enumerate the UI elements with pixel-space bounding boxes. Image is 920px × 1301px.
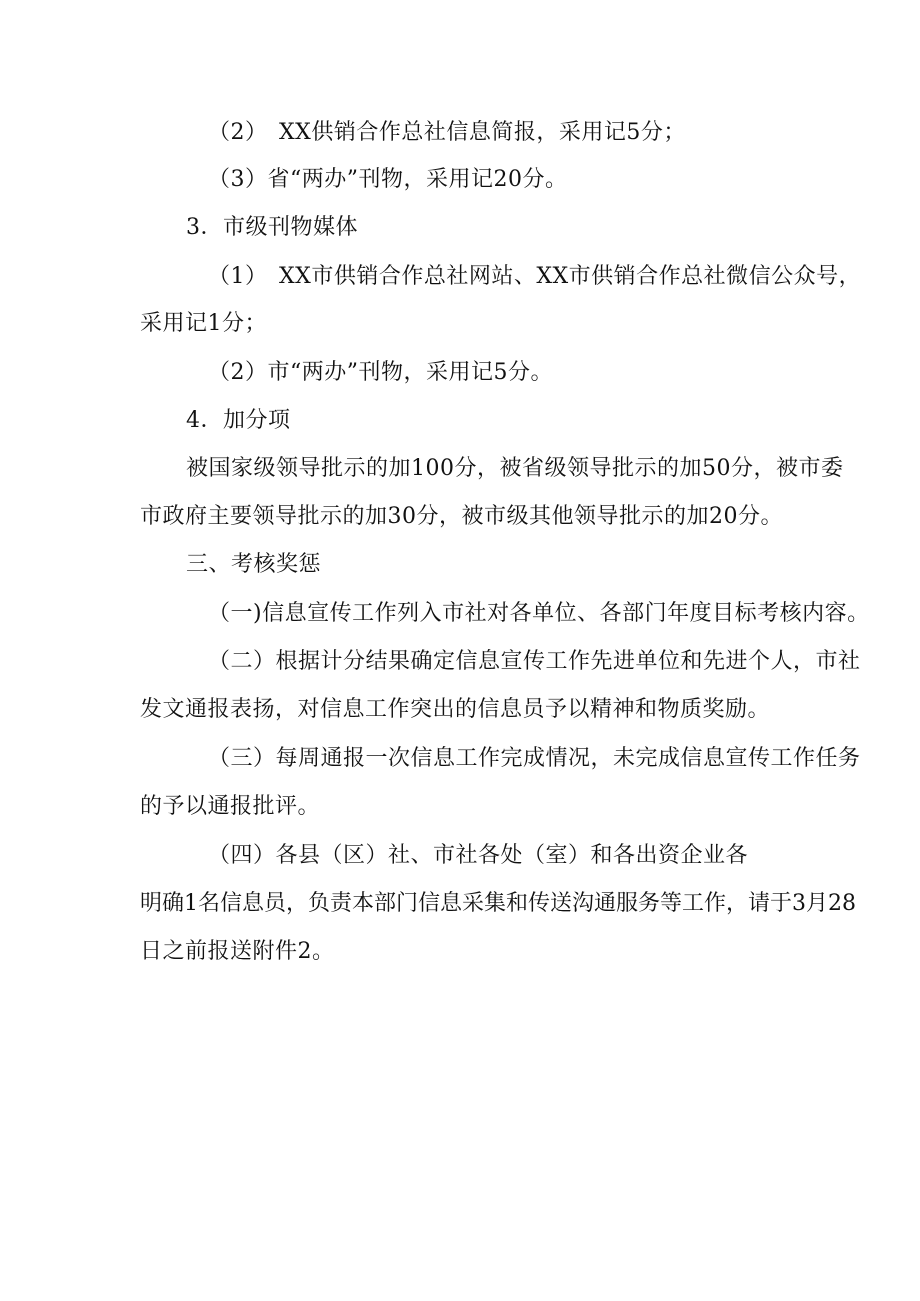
text-line-16: （四）各县（区）社、市社各处（室）和各出资企业各 xyxy=(208,843,749,868)
text-line-2: （3）省“两办”刊物，采用记20分。 xyxy=(208,167,568,192)
text-line-13: 发文通报表扬，对信息工作突出的信息员予以精神和物质奖励。 xyxy=(140,697,771,722)
text-line-6: （2）市“两办”刊物，采用记5分。 xyxy=(208,360,553,385)
text-line-18: 日之前报送附件2。 xyxy=(140,939,335,964)
text-line-1: （2） XX供销合作总社信息简报，采用记5分； xyxy=(208,120,686,145)
section-heading-3: 3．市级刊物媒体 xyxy=(186,215,358,240)
text-line-17: 明确1名信息员，负责本部门信息采集和传送沟通服务等工作，请于3月28 xyxy=(140,891,856,916)
section-heading-three: 三、考核奖惩 xyxy=(186,552,322,577)
text-line-11: （一)信息宣传工作列入市社对各单位、各部门年度目标考核内容。 xyxy=(208,601,870,626)
text-line-9: 市政府主要领导批示的加30分，被市级其他领导批示的加20分。 xyxy=(140,504,783,529)
section-heading-4: 4．加分项 xyxy=(186,408,291,433)
text-line-12: （二）根据计分结果确定信息宣传工作先进单位和先进个人，市社 xyxy=(208,649,861,674)
text-line-15: 的予以通报批评。 xyxy=(140,794,321,819)
text-line-4: （1） XX市供销合作总社网站、XX市供销合作总社微信公众号， xyxy=(208,264,862,289)
text-line-5: 采用记1分； xyxy=(140,311,267,336)
text-line-14: （三）每周通报一次信息工作完成情况，未完成信息宣传工作任务 xyxy=(208,746,861,771)
text-line-8: 被国家级领导批示的加100分，被省级领导批示的加50分，被市委 xyxy=(186,456,844,481)
